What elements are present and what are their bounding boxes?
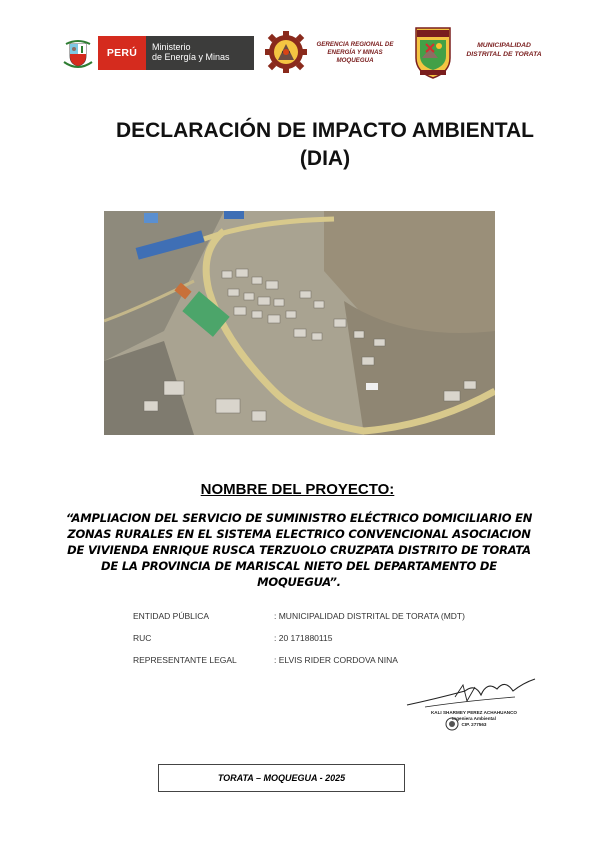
- info-value: : MUNICIPALIDAD DISTRITAL DE TORATA (MDT): [274, 611, 465, 621]
- footer-text: TORATA – MOQUEGUA - 2025: [217, 773, 346, 783]
- ministry-line-1: Ministerio: [152, 42, 191, 52]
- peru-coat-of-arms-icon: [62, 36, 94, 70]
- signature-text: [419, 710, 529, 728]
- regional-line-1: GERENCIA REGIONAL DE: [316, 41, 394, 48]
- footer-box: [158, 764, 405, 792]
- municipal-line-1: MUNICIPALIDAD: [477, 42, 531, 49]
- ministry-line-2: de Energía y Minas: [152, 52, 230, 62]
- info-row-ruc: [133, 633, 553, 655]
- project-name: “AMPLIACION DEL SERVICIO DE SUMINISTRO ELÉCTRICO DOMICILIARIO EN ZONAS RURALES EN EL SISTEMA ELECTRICO CONVENCIONAL ASOCIACION DE VIVIENDA ENRIQUE RUSCA TERZUOLO CRUZPATA DISTRITO DE TORATA DE LA PROVINCIA DE MARISCAL NIETO DEL DEPARTAMENTO DE MOQUEGUA”.: [65, 511, 533, 589]
- municipal-label: [464, 42, 544, 59]
- info-key: RUC: [133, 633, 152, 643]
- info-row-entity: [133, 611, 553, 633]
- info-row-representative: [133, 655, 553, 677]
- peru-label: PERÚ: [98, 36, 146, 70]
- document-title: [60, 117, 590, 173]
- info-key: REPRESENTANTE LEGAL: [133, 655, 237, 665]
- municipal-shield-logo-icon: [408, 24, 458, 80]
- title-line-1: DECLARACIÓN DE IMPACTO AMBIENTAL: [115, 119, 535, 142]
- signature-block: [405, 677, 540, 737]
- aerial-satellite-photo: [104, 211, 495, 435]
- header-logos: [62, 30, 542, 80]
- info-value: : ELVIS RIDER CORDOVA NINA: [274, 655, 398, 665]
- signer-cip: CIP. 277563: [461, 722, 487, 727]
- project-name-label: NOMBRE DEL PROYECTO:: [200, 481, 395, 498]
- project-info: [133, 611, 553, 677]
- regional-line-3: MOQUEGUA: [336, 56, 374, 64]
- regional-label: [312, 41, 398, 64]
- ministry-label: [146, 36, 254, 70]
- title-line-2: (DIA): [299, 147, 351, 170]
- regional-line-2: ENERGÍA Y MINAS: [327, 48, 383, 56]
- municipal-line-2: DISTRITAL DE TORATA: [466, 50, 542, 58]
- signer-role: Ingeniera Ambiental: [452, 716, 496, 721]
- seal-stamp-icon: [445, 717, 459, 731]
- info-value: : 20 171880115: [274, 633, 333, 643]
- regional-gear-logo-icon: [264, 30, 308, 74]
- handwritten-signature-icon: [405, 677, 540, 711]
- info-key: ENTIDAD PÚBLICA: [133, 611, 210, 621]
- signer-name: KALI SHARMEY PEREZ ACHAHUANCO: [430, 710, 517, 715]
